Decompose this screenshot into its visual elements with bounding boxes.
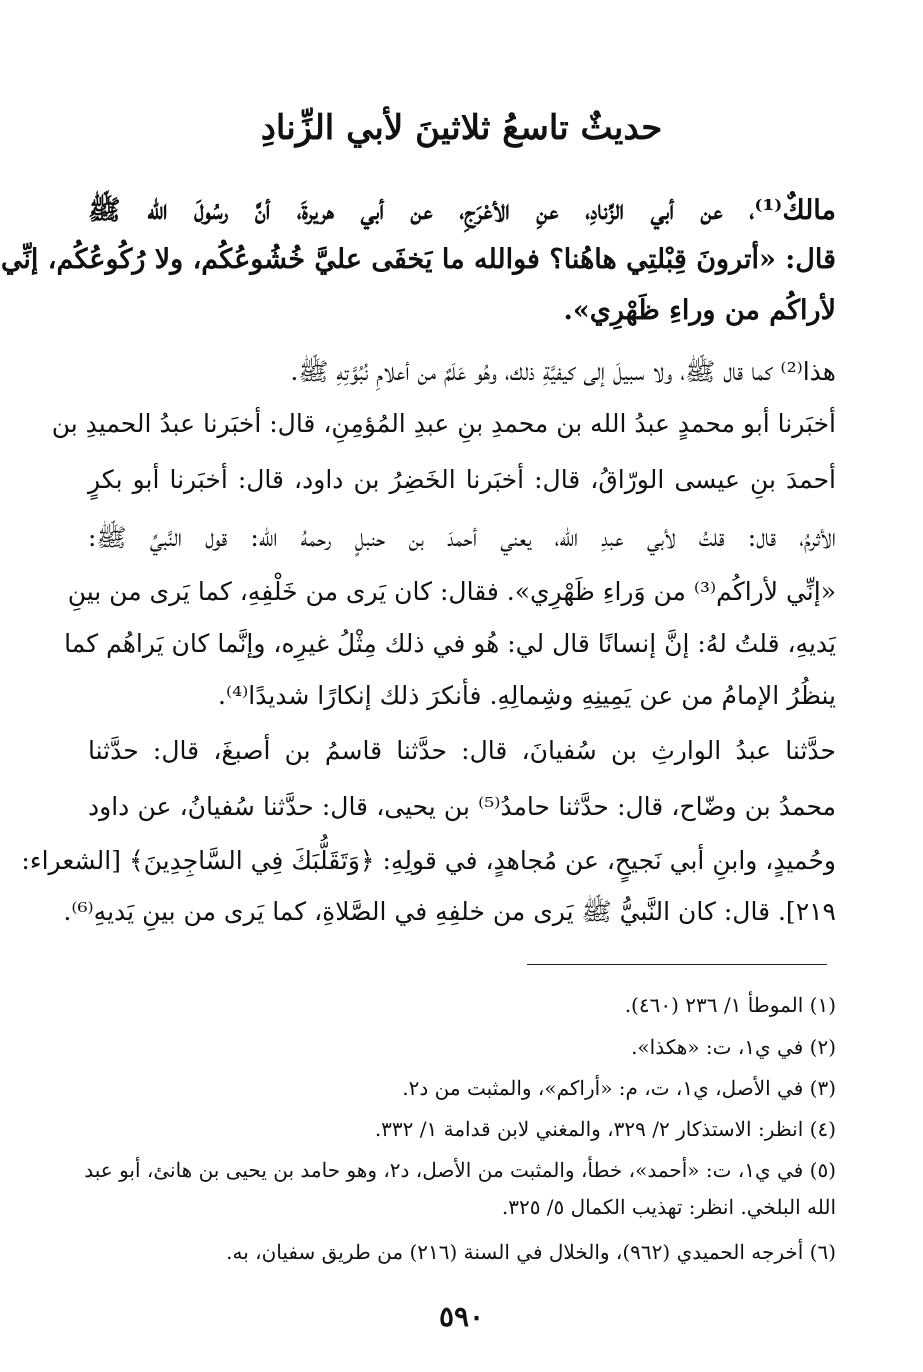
hadith-line: مالكٌ⁽¹⁾، عن أبي الزِّنادِ، عنِ الأعْرَجِ، عن أبي هريرةَ، أنَّ رسُولَ الله ﷺ xyxy=(88,195,836,226)
hadith-line: لأراكُم من وراءِ ظَهْرِي». xyxy=(563,295,836,326)
hadith-title: حديثٌ تاسعُ ثلاثينَ لأبي الزِّنادِ xyxy=(260,108,663,148)
page-number: ٥٩٠ xyxy=(438,1300,485,1333)
footnote-separator xyxy=(527,964,827,965)
footnote: (٥) في ي١، ت: «أحمد»، خطأ، والمثبت من الأصل، د٢، وهو حامد بن يحيى بن هانئ، أبو عبد xyxy=(84,1158,836,1182)
footnote: (٦) أخرجه الحميدي (٩٦٢)، والخلال في السنة (٢١٦) من طريق سفيان، به. xyxy=(226,1240,836,1264)
footnote: الله البلخي. انظر: تهذيب الكمال ٥/ ٣٢٥. xyxy=(501,1195,836,1219)
commentary-line: الأثرمُ، قال: قلتُ لأبي عبدِ الله، يعني أحمدَ بن حنبلٍ رحمهُ الله: قول النَّبيِّ ﷺ: xyxy=(88,523,836,552)
commentary-line: ٢١٩]. قال: كان النَّبيُّ ﷺ يَرى من خلفِهِ في الصَّلاةِ، كما يَرى من بينِ يَديهِ⁽⁶⁾. xyxy=(63,897,836,926)
commentary-line: وحُميدٍ، وابنِ أبي نَجيحٍ، عن مُجاهدٍ، في قولِهِ: ﴿وَتَقَلُّبَكَ فِي السَّاجِدِينَ﴾ [الشعراء: xyxy=(21,846,836,875)
commentary-line: ينظُرُ الإمامُ من عن يَمِينِهِ وشِمالِهِ. فأنكرَ ذلك إنكارًا شديدًا⁽⁴⁾. xyxy=(218,681,836,710)
footnote: (٢) في ي١، ت: «هكذا». xyxy=(631,1035,836,1059)
commentary-line: أحمدَ بنِ عيسى الورّاقُ، قال: أخبَرنا الخَضِرُ بن داود، قال: أخبَرنا أبو بكرٍ xyxy=(88,465,836,494)
footnote: (١) الموطأ ١/ ٢٣٦ (٤٦٠). xyxy=(624,993,836,1017)
commentary-line: محمدُ بن وضّاح، قال: حدَّثنا حامدُ⁽⁵⁾ بن يحيى، قال: حدَّثنا سُفيانُ، عن داود xyxy=(88,792,836,821)
commentary-line: أخبَرنا أبو محمدٍ عبدُ الله بن محمدِ بنِ عبدِ المُؤمِنِ، قال: أخبَرنا عبدُ الحميدِ بن xyxy=(51,409,836,438)
commentary-line: «إنِّي لأراكُم⁽³⁾ من وَراءِ ظَهْرِي». فقال: كان يَرى من خَلْفِهِ، كما يَرى من بينِ xyxy=(67,577,836,606)
footnote: (٣) في الأصل، ي١، ت، م: «أراكم»، والمثبت من د٢. xyxy=(402,1076,836,1100)
footnote: (٤) انظر: الاستذكار ٢/ ٣٢٩، والمغني لابن قدامة ١/ ٣٣٢. xyxy=(374,1117,836,1141)
commentary-line: هذا⁽²⁾ كما قال ﷺ، ولا سبيلَ إلى كيفيَّةِ ذلك، وهُو عَلَمٌ من أعلامِ نُبُوَّتِهِ ﷺ. xyxy=(290,357,836,386)
hadith-line: قال: «أترونَ قِبْلتِي هاهُنا؟ فوالله ما يَخفَى عليَّ خُشُوعُكُم، ولا رُكُوعُكُم، إنِّي xyxy=(0,244,836,275)
commentary-line: يَديهِ، قلتُ لهُ: إنَّ إنسانًا قال لي: هُو في ذلك مِثْلُ غيرِه، وإنَّما كان يَراهُم كما xyxy=(64,629,836,658)
commentary-line: حدَّثنا عبدُ الوارثِ بن سُفيانَ، قال: حدَّثنا قاسمُ بن أصبغَ، قال: حدَّثنا xyxy=(88,736,836,765)
